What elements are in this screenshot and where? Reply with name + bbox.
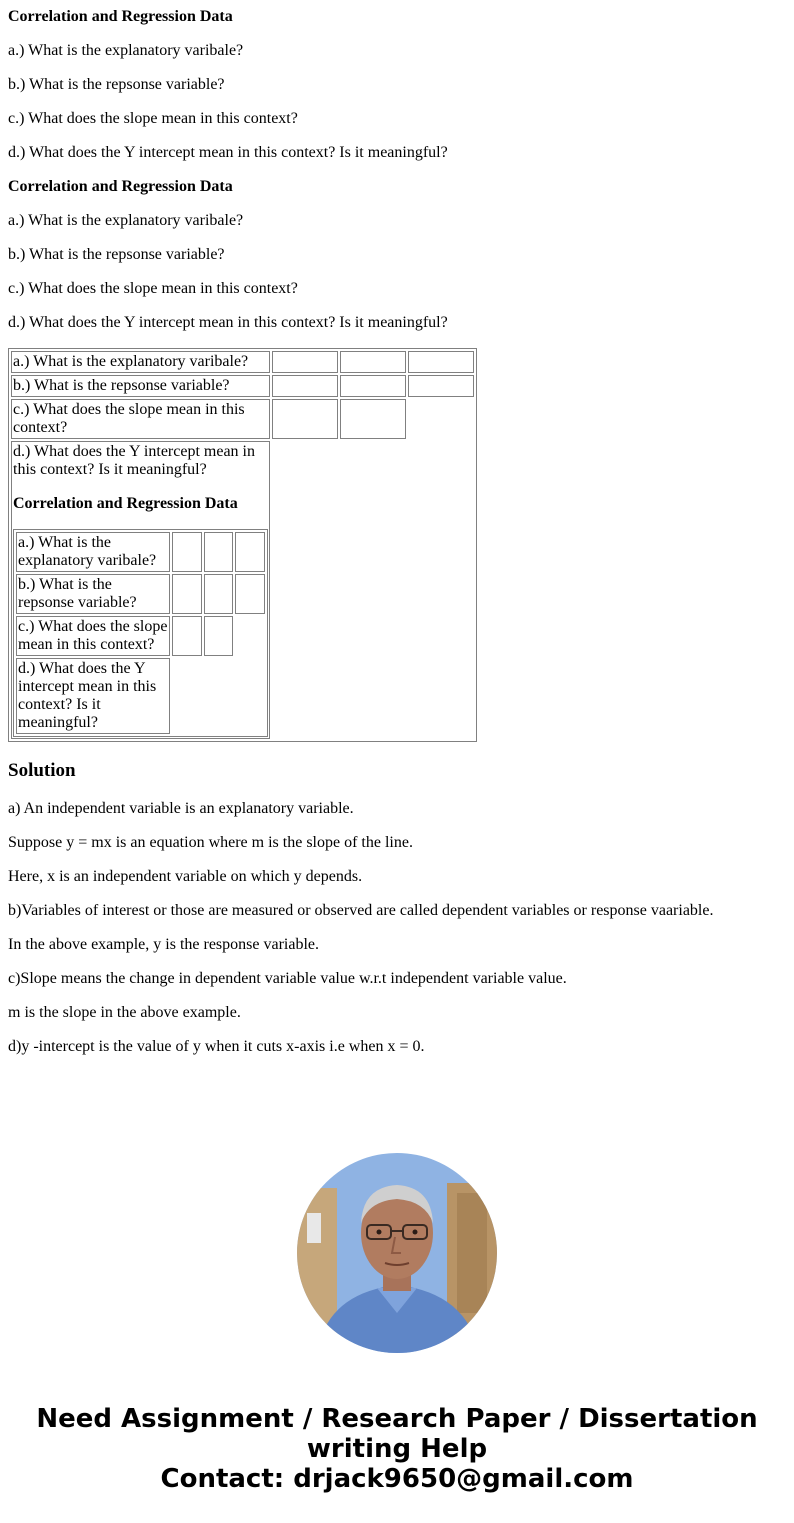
answer-cell xyxy=(172,532,202,572)
solution-paragraph: Suppose y = mx is an equation where m is the slope of the line. xyxy=(8,834,413,851)
answer-cell xyxy=(340,399,406,439)
answer-cell xyxy=(340,375,406,397)
solution-paragraph: d)y -intercept is the value of y when it cuts x-axis i.e when x = 0. xyxy=(8,1038,425,1055)
answer-cell xyxy=(272,375,338,397)
table-row xyxy=(16,658,265,734)
table-row xyxy=(11,375,474,397)
answer-cell xyxy=(408,351,474,373)
answer-cell xyxy=(172,616,202,656)
promo-banner xyxy=(0,1404,794,1494)
promo-line-1: Need Assignment / Research Paper / Dissertation xyxy=(36,1404,758,1434)
nested-cell-question-b: b.) What is the repsonse variable? xyxy=(16,574,170,614)
answer-cell xyxy=(340,351,406,373)
table-row xyxy=(16,532,265,572)
table-row xyxy=(11,351,474,373)
nested-cell-question-c: c.) What does the slope mean in this context? xyxy=(16,616,170,656)
table-cell-question-b: b.) What is the repsonse variable? xyxy=(11,375,270,397)
nested-cell-question-d: d.) What does the Y intercept mean in this context? Is it meaningful? xyxy=(16,658,170,734)
solution-paragraph: m is the slope in the above example. xyxy=(8,1004,241,1021)
answer-cell xyxy=(204,616,234,656)
answer-cell xyxy=(204,532,234,572)
solution-paragraph: c)Slope means the change in dependent variable value w.r.t independent variable value. xyxy=(8,970,567,987)
table-question-d-text: d.) What does the Y intercept mean in this context? Is it meaningful? xyxy=(13,443,255,478)
table-row xyxy=(11,441,474,739)
table-row xyxy=(16,616,265,656)
document-body xyxy=(8,8,786,1072)
table-cell-question-c: c.) What does the slope mean in this context? xyxy=(11,399,270,439)
section2-question-d: d.) What does the Y intercept mean in this context? Is it meaningful? xyxy=(8,314,448,331)
section2-question-c: c.) What does the slope mean in this context? xyxy=(8,280,298,297)
solution-paragraph: In the above example, y is the response variable. xyxy=(8,936,319,953)
empty-cell xyxy=(408,441,474,739)
answer-cell xyxy=(172,574,202,614)
empty-cell xyxy=(340,441,406,739)
answer-cell xyxy=(272,351,338,373)
section1-title: Correlation and Regression Data xyxy=(8,8,233,25)
empty-cell xyxy=(408,399,474,439)
solution-paragraph: Here, x is an independent variable on which y depends. xyxy=(8,868,363,885)
section1-question-d: d.) What does the Y intercept mean in this context? Is it meaningful? xyxy=(8,144,448,161)
table-cell-question-a: a.) What is the explanatory varibale? xyxy=(11,351,270,373)
questions-table xyxy=(8,348,477,742)
answer-cell xyxy=(235,574,265,614)
empty-cell xyxy=(204,658,234,734)
nested-cell-question-a: a.) What is the explanatory varibale? xyxy=(16,532,170,572)
empty-cell xyxy=(235,616,265,656)
answer-cell xyxy=(204,574,234,614)
section1-question-b: b.) What is the repsonse variable? xyxy=(8,76,225,93)
section1-question-c: c.) What does the slope mean in this context? xyxy=(8,110,298,127)
empty-cell xyxy=(235,658,265,734)
author-portrait-image xyxy=(297,1153,497,1353)
table-row xyxy=(11,399,474,439)
nested-questions-table xyxy=(13,529,268,737)
author-avatar xyxy=(297,1153,497,1353)
table-row xyxy=(16,574,265,614)
section2-question-b: b.) What is the repsonse variable? xyxy=(8,246,225,263)
answer-cell xyxy=(235,532,265,572)
solution-paragraph: a) An independent variable is an explanatory variable. xyxy=(8,800,354,817)
solution-heading: Solution xyxy=(8,760,76,781)
empty-cell xyxy=(172,658,202,734)
promo-contact: Contact: drjack9650@gmail.com xyxy=(160,1464,634,1494)
promo-line-2: writing Help xyxy=(306,1434,488,1464)
answer-cell xyxy=(408,375,474,397)
table-cell-question-d xyxy=(11,441,270,739)
nested-table-title: Correlation and Regression Data xyxy=(13,495,238,512)
answer-cell xyxy=(272,399,338,439)
section2-question-a: a.) What is the explanatory varibale? xyxy=(8,212,244,229)
empty-cell xyxy=(272,441,338,739)
section2-title: Correlation and Regression Data xyxy=(8,178,233,195)
solution-paragraph: b)Variables of interest or those are measured or observed are called dependent variables or response vaariable. xyxy=(8,902,714,919)
section1-question-a: a.) What is the explanatory varibale? xyxy=(8,42,244,59)
